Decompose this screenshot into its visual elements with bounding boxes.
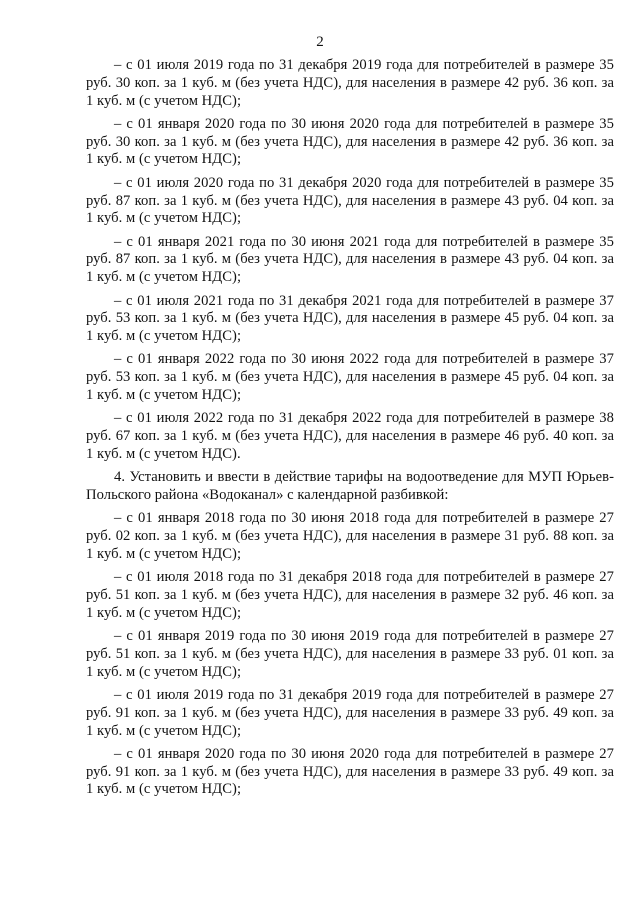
tariff-item-water-2020-h2: – с 01 июля 2020 года по 31 декабря 2020 года для потребителей в размере 35 руб. 87 коп. за 1 куб. м (без учета НДС), для населения в размере 43 руб. 04 коп. за 1 куб. м (с учетом НДС);: [86, 174, 614, 227]
tariff-item-sewer-2020-h1: – с 01 января 2020 года по 30 июня 2020 года для потребителей в размере 27 руб. 91 коп. за 1 куб. м (без учета НДС), для населения в размере 33 руб. 49 коп. за 1 куб. м (с учетом НДС);: [86, 745, 614, 798]
page-number: 2: [316, 34, 324, 50]
section-4-heading: 4. Установить и ввести в действие тарифы на водоотведение для МУП Юрьев-Польского района «Водоканал» с календарной разбивкой:: [86, 469, 614, 504]
tariff-item-sewer-2018-h1: – с 01 января 2018 года по 30 июня 2018 года для потребителей в размере 27 руб. 02 коп. за 1 куб. м (без учета НДС), для населения в размере 31 руб. 88 коп. за 1 куб. м (с учетом НДС);: [86, 510, 614, 562]
tariff-item-sewer-2018-h2: – с 01 июля 2018 года по 31 декабря 2018 года для потребителей в размере 27 руб. 51 коп. за 1 куб. м (без учета НДС), для населения в размере 32 руб. 46 коп. за 1 куб. м (с учетом НДС);: [86, 569, 614, 621]
tariff-item-sewer-2019-h1: – с 01 января 2019 года по 30 июня 2019 года для потребителей в размере 27 руб. 51 коп. за 1 куб. м (без учета НДС), для населения в размере 33 руб. 01 коп. за 1 куб. м (с учетом НДС);: [86, 628, 614, 680]
document-body: [86, 57, 614, 805]
tariff-item-water-2021-h1: – с 01 января 2021 года по 30 июня 2021 года для потребителей в размере 35 руб. 87 коп. за 1 куб. м (без учета НДС), для населения в размере 43 руб. 04 коп. за 1 куб. м (с учетом НДС);: [86, 233, 614, 286]
tariff-item-water-2020-h1: – с 01 января 2020 года по 30 июня 2020 года для потребителей в размере 35 руб. 30 коп. за 1 куб. м (без учета НДС), для населения в размере 42 руб. 36 коп. за 1 куб. м (с учетом НДС);: [86, 115, 614, 168]
tariff-item-sewer-2019-h2: – с 01 июля 2019 года по 31 декабря 2019 года для потребителей в размере 27 руб. 91 коп. за 1 куб. м (без учета НДС), для населения в размере 33 руб. 49 коп. за 1 куб. м (с учетом НДС);: [86, 687, 614, 739]
tariff-item-water-2019-h2: – с 01 июля 2019 года по 31 декабря 2019 года для потребителей в размере 35 руб. 30 коп. за 1 куб. м (без учета НДС), для населения в размере 42 руб. 36 коп. за 1 куб. м (с учетом НДС);: [86, 57, 614, 109]
tariff-item-water-2021-h2: – с 01 июля 2021 года по 31 декабря 2021 года для потребителей в размере 37 руб. 53 коп. за 1 куб. м (без учета НДС), для населения в размере 45 руб. 04 коп. за 1 куб. м (с учетом НДС);: [86, 292, 614, 345]
tariff-item-water-2022-h2: – с 01 июля 2022 года по 31 декабря 2022 года для потребителей в размере 38 руб. 67 коп. за 1 куб. м (без учета НДС), для населения в размере 46 руб. 40 коп. за 1 куб. м (с учетом НДС).: [86, 410, 614, 462]
tariff-item-water-2022-h1: – с 01 января 2022 года по 30 июня 2022 года для потребителей в размере 37 руб. 53 коп. за 1 куб. м (без учета НДС), для населения в размере 45 руб. 04 коп. за 1 куб. м (с учетом НДС);: [86, 351, 614, 404]
